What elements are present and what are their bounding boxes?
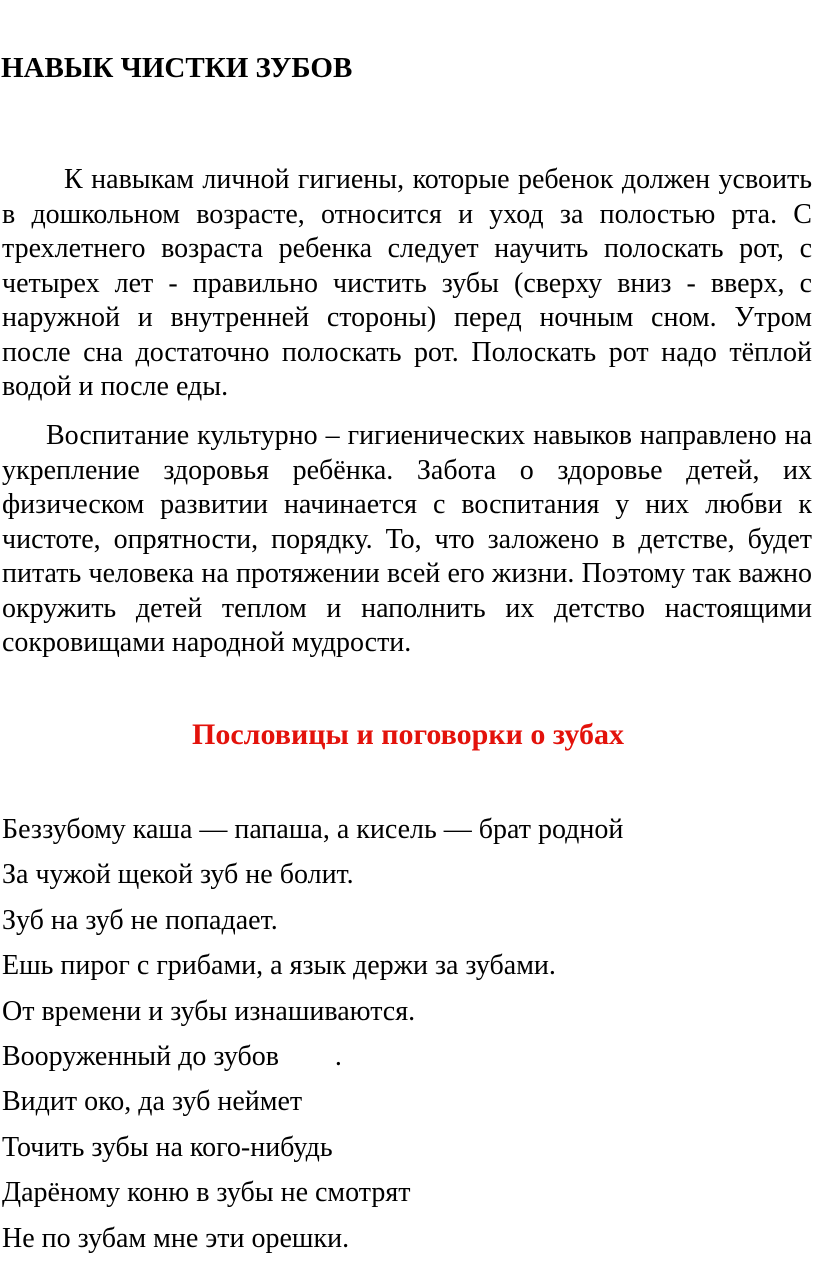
proverb-item: Вооруженный до зубов . bbox=[2, 1040, 342, 1072]
proverb-item: Беззубому каша — папаша, а кисель — брат родной bbox=[2, 814, 624, 845]
proverbs-heading: Пословицы и поговорки о зубах bbox=[192, 718, 624, 751]
paragraph-hygiene-skills: К навыкам личной гигиены, которые ребенок должен усвоить в дошкольном возрасте, относится и уход за полостью рта. С трехлетнего возраста ребенка следует научить полоскать рот, с четырех лет - правильно чистить зубы (сверху вниз - вверх, с наружной и внутренней стороны) перед ночным сном. Утром после сна достаточно полоскать рот. Полоскать рот надо тёплой водой и после еды. bbox=[2, 164, 812, 402]
proverb-item: От времени и зубы изнашиваются. bbox=[2, 995, 416, 1027]
paragraph-cultural-upbringing: Воспитание культурно – гигиенических навыков направлено на укрепление здоровья ребёнка. Забота о здоровье детей, их физическом развитии начинается с воспитания у них любви к чистоте, опрятности, порядку. То, что заложено в детстве, будет питать человека на протяжении всей его жизни. Поэтому так важно окружить детей теплом и наполнить их детство настоящими сокровищами народной мудрости. bbox=[2, 420, 812, 658]
proverb-item: Дарёному коню в зубы не смотрят bbox=[2, 1177, 411, 1209]
proverb-item: Зуб на зуб не попадает. bbox=[2, 904, 278, 936]
proverb-item: Точить зубы на кого-нибудь bbox=[2, 1131, 333, 1163]
proverb-item: Ешь пирог с грибами, а язык держи за зубами. bbox=[2, 950, 556, 982]
proverb-item: Не по зубам мне эти орешки. bbox=[2, 1222, 350, 1254]
proverb-item: Видит око, да зуб неймет bbox=[2, 1086, 303, 1118]
proverbs-list bbox=[2, 811, 623, 1265]
document-title: НАВЫК ЧИСТКИ ЗУБОВ bbox=[1, 52, 353, 84]
proverb-item: За чужой щекой зуб не болит. bbox=[2, 859, 354, 891]
